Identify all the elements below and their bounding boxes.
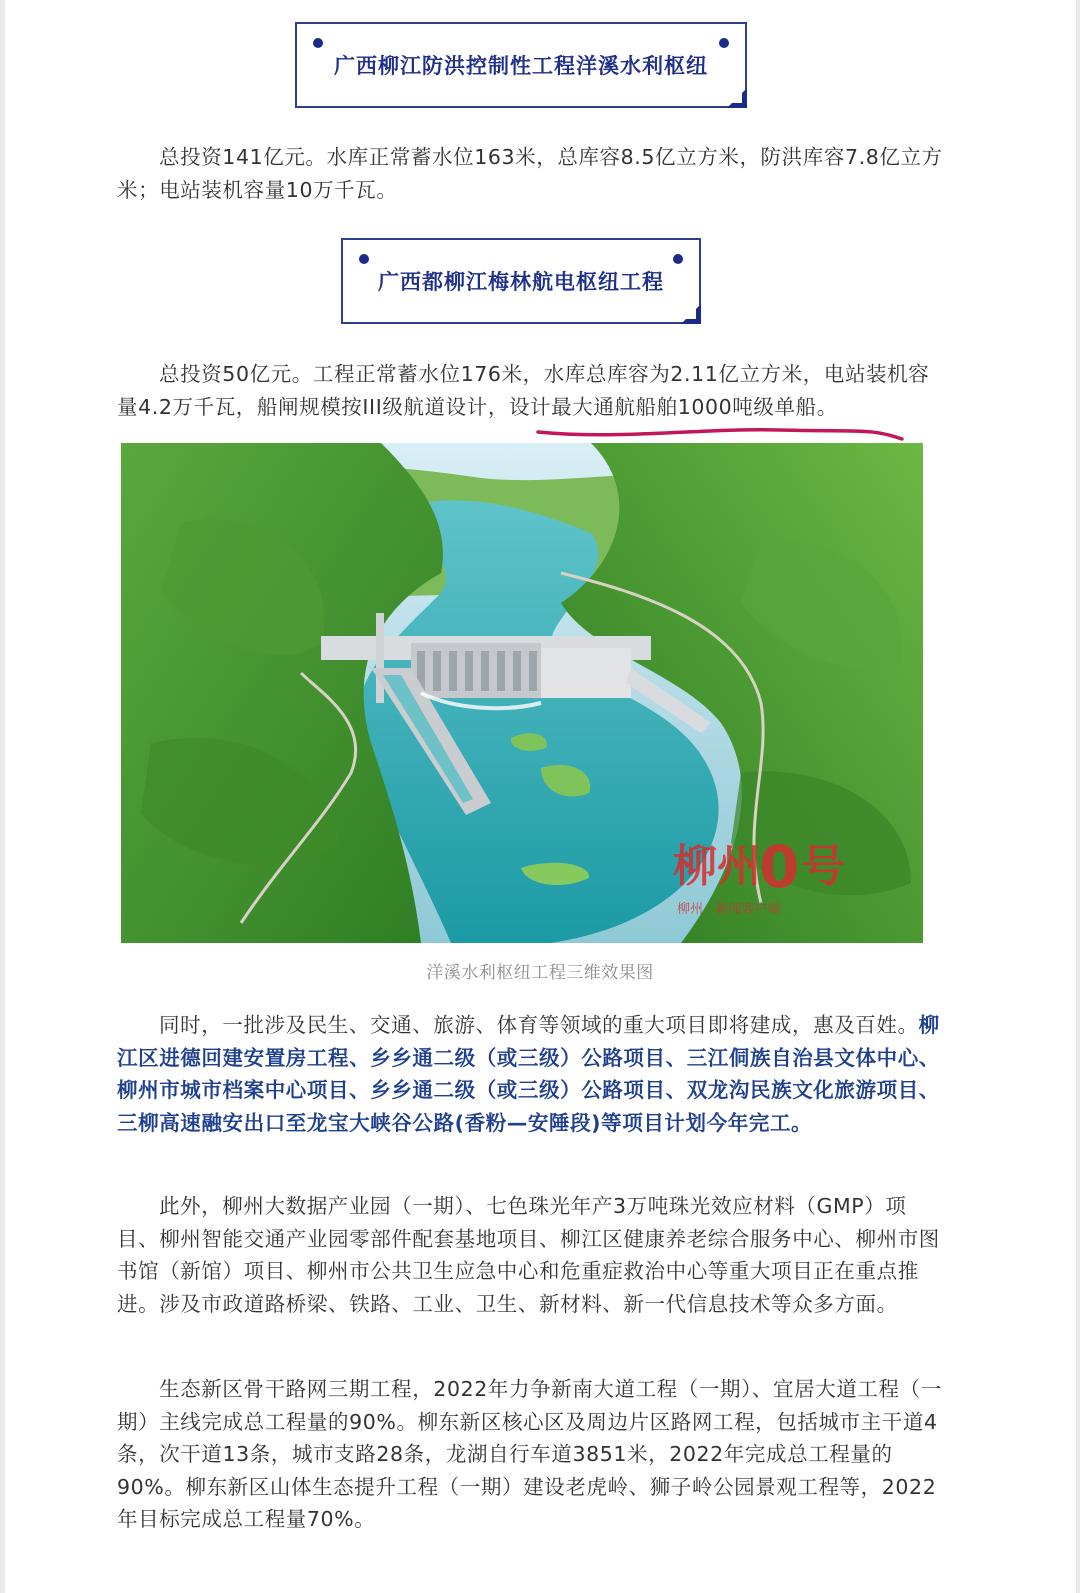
- image-caption: 洋溪水利枢纽工程三维效果图: [426, 963, 654, 983]
- watermark-tail: 号: [801, 841, 845, 892]
- highlighted-project-list: 柳江区进德回建安置房工程、乡乡通二级（或三级）公路项目、三江侗族自治县文体中心、柳州市城市档案中心项目、乡乡通二级（或三级）公路项目、双龙沟民族文化旅游项目、三柳高速融安出口至龙宝大峡谷公路(香粉—安陲段)等项目计划今年完工。: [117, 1013, 940, 1135]
- section-title-text: 广西柳江防洪控制性工程洋溪水利枢纽: [334, 54, 708, 78]
- left-edge: [0, 0, 5, 1593]
- section-title-text: 广西都柳江梅林航电枢纽工程: [378, 270, 664, 294]
- bullet-dot-icon: [313, 38, 323, 48]
- watermark-subtitle: 柳州 · 新闻客户端: [677, 902, 781, 917]
- watermark-number: 0: [759, 833, 800, 901]
- paragraph-yangxi: 总投资141亿元。水库正常蓄水位163米，总库容8.5亿立方米，防洪库容7.8亿立方米；电站装机容量10万千瓦。: [117, 145, 943, 202]
- bullet-dot-icon: [673, 254, 683, 264]
- dam-illustration: [121, 443, 923, 943]
- paragraph-projects-completion: [117, 1009, 947, 1139]
- right-edge: [1076, 0, 1080, 1593]
- section-title-meilin: [341, 238, 701, 324]
- watermark-main: 柳州: [673, 841, 761, 892]
- dam-rendering-image: [121, 443, 923, 943]
- paragraph-key-projects: 此外，柳州大数据产业园（一期）、七色珠光年产3万吨珠光效应材料（GMP）项目、柳州智能交通产业园零部件配套基地项目、柳江区健康养老综合服务中心、柳州市图书馆（新馆）项目、柳州市公共卫生应急中心和危重症救治中心等重大项目正在重点推进。涉及市政道路桥梁、铁路、工业、卫生、新材料、新一代信息技术等众多方面。: [117, 1194, 940, 1316]
- section-title-yangxi: [295, 22, 747, 108]
- bullet-dot-icon: [719, 38, 729, 48]
- paragraph-lead-text: 同时，一批涉及民生、交通、旅游、体育等领域的重大项目即将建成，惠及百姓。: [159, 1013, 919, 1037]
- paragraph-meilin: 总投资50亿元。工程正常蓄水位176米，水库总库容为2.11亿立方米，电站装机容量4.2万千瓦，船闸规模按III级航道设计，设计最大通航船舶1000吨级单船。: [117, 362, 930, 419]
- bullet-dot-icon: [359, 254, 369, 264]
- paragraph-road-network: 生态新区骨干路网三期工程，2022年力争新南大道工程（一期）、宜居大道工程（一期）主线完成总工程量的90%。柳东新区核心区及周边片区路网工程，包括城市主干道4条，次干道13条，城市支路28条，龙湖自行车道3851米，2022年完成总工程量的90%。柳东新区山体生态提升工程（一期）建设老虎岭、狮子岭公园景观工程等，2022年目标完成总工程量70%。: [117, 1377, 942, 1531]
